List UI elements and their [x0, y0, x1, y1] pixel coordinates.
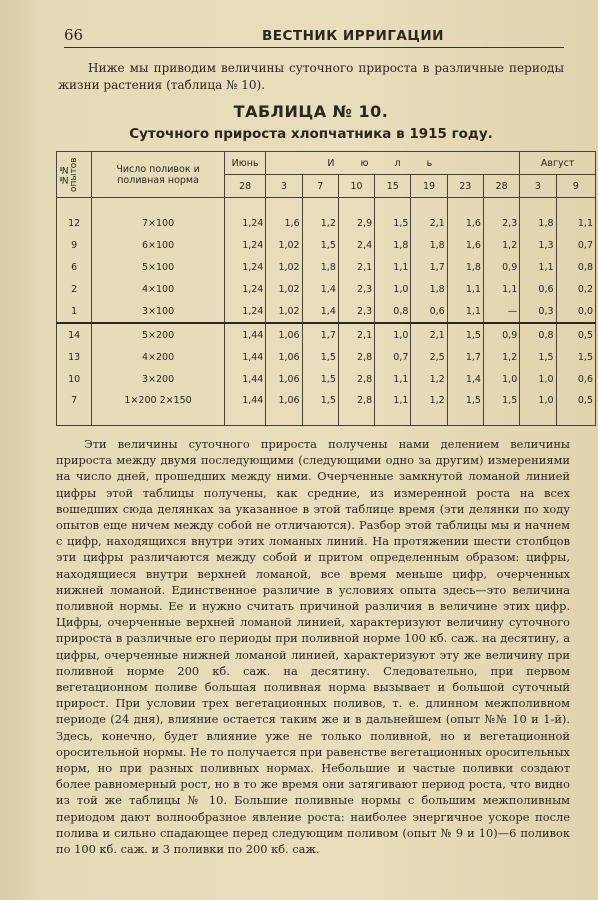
- row-value: 0,2: [556, 278, 595, 300]
- row-value: 1,5: [375, 212, 411, 234]
- row-value: 1,02: [266, 256, 302, 278]
- row-value: 1,7: [411, 256, 447, 278]
- table-body: [57, 198, 596, 426]
- row-value: 1,1: [483, 278, 519, 300]
- row-value: 2,8: [338, 390, 374, 426]
- row-value: 1,8: [520, 212, 556, 234]
- row-value: 1,4: [447, 368, 483, 390]
- row-value: 1,5: [520, 346, 556, 368]
- page-header: [64, 26, 564, 48]
- row-plan: 5×100: [92, 256, 225, 278]
- row-value: 1,24: [224, 256, 265, 278]
- header-date: 23: [447, 175, 483, 198]
- row-value: 1,2: [411, 390, 447, 426]
- table-subtitle: Суточного прироста хлопчатника в 1915 году.: [129, 126, 493, 142]
- row-value: 1,0: [483, 368, 519, 390]
- page-number: 66: [64, 26, 84, 44]
- row-plan: 5×200: [92, 323, 225, 346]
- intro-paragraph: Ниже мы приводим величины суточного прироста в различные периоды жизни растения (таблица № 10).: [58, 61, 564, 92]
- table-title: ТАБЛИЦА № 10.: [233, 102, 389, 121]
- header-date: 28: [224, 175, 265, 198]
- row-value: 0,6: [520, 278, 556, 300]
- table-header-months: [57, 152, 596, 175]
- row-value: 1,44: [224, 323, 265, 346]
- header-plan: Число поливок и поливная норма: [92, 152, 225, 198]
- table-row: [57, 278, 596, 300]
- row-value: 1,44: [224, 390, 265, 426]
- row-value: 1,8: [302, 256, 338, 278]
- row-value: 0,9: [483, 323, 519, 346]
- row-number: 7: [57, 390, 92, 426]
- row-value: 1,0: [520, 368, 556, 390]
- row-value: 0,8: [556, 256, 595, 278]
- row-value: 1,2: [302, 212, 338, 234]
- header-date: 28: [483, 175, 519, 198]
- header-date: 3: [520, 175, 556, 198]
- row-value: 2,9: [338, 212, 374, 234]
- row-value: 2,4: [338, 234, 374, 256]
- header-date: 7: [302, 175, 338, 198]
- row-value: 1,1: [556, 212, 595, 234]
- row-value: 1,44: [224, 346, 265, 368]
- header-month-july: Июль: [266, 152, 520, 175]
- row-value: 1,8: [375, 234, 411, 256]
- row-value: 0,6: [556, 368, 595, 390]
- row-value: 1,1: [447, 278, 483, 300]
- table-row: [57, 390, 596, 426]
- row-value: 1,5: [556, 346, 595, 368]
- row-plan: 6×100: [92, 234, 225, 256]
- row-value: 1,6: [447, 234, 483, 256]
- row-value: 2,3: [483, 212, 519, 234]
- row-value: 2,3: [338, 300, 374, 323]
- row-value: —: [483, 300, 519, 323]
- row-value: 2,1: [338, 256, 374, 278]
- row-value: 1,24: [224, 234, 265, 256]
- header-date: 19: [411, 175, 447, 198]
- header-number: №№ опытов: [57, 152, 92, 198]
- table-row: [57, 212, 596, 234]
- row-value: 1,7: [447, 346, 483, 368]
- table-row: [57, 256, 596, 278]
- row-value: 1,5: [447, 323, 483, 346]
- row-value: 1,06: [266, 390, 302, 426]
- table-row: [57, 368, 596, 390]
- journal-title: ВЕСТНИК ИРРИГАЦИИ: [261, 28, 444, 44]
- row-number: 13: [57, 346, 92, 368]
- row-value: 1,6: [266, 212, 302, 234]
- row-value: 1,24: [224, 300, 265, 323]
- row-plan: 3×100: [92, 300, 225, 323]
- header-date: 3: [266, 175, 302, 198]
- row-value: 1,3: [520, 234, 556, 256]
- row-number: 14: [57, 323, 92, 346]
- row-number: 1: [57, 300, 92, 323]
- table-row: [57, 234, 596, 256]
- row-value: 1,02: [266, 234, 302, 256]
- table-row: [57, 323, 596, 346]
- row-value: 1,06: [266, 323, 302, 346]
- row-value: 1,5: [302, 234, 338, 256]
- row-value: 1,24: [224, 278, 265, 300]
- row-value: 1,5: [302, 390, 338, 426]
- row-value: 0,3: [520, 300, 556, 323]
- row-value: 0,5: [556, 323, 595, 346]
- row-value: 0,0: [556, 300, 595, 323]
- header-date: 10: [338, 175, 374, 198]
- row-value: 1,1: [447, 300, 483, 323]
- row-value: 1,1: [520, 256, 556, 278]
- header-date: 9: [556, 175, 595, 198]
- row-value: 2,1: [411, 323, 447, 346]
- row-value: 1,5: [483, 390, 519, 426]
- row-value: 2,5: [411, 346, 447, 368]
- row-value: 0,9: [483, 256, 519, 278]
- table-row: [57, 346, 596, 368]
- row-value: 1,0: [375, 278, 411, 300]
- row-value: 1,1: [375, 256, 411, 278]
- row-plan: 7×100: [92, 212, 225, 234]
- row-value: 0,7: [375, 346, 411, 368]
- row-plan: 1×200 2×150: [92, 390, 225, 426]
- row-plan: 3×200: [92, 368, 225, 390]
- row-value: 1,5: [447, 390, 483, 426]
- row-plan: 4×200: [92, 346, 225, 368]
- row-value: 1,0: [375, 323, 411, 346]
- row-value: 2,3: [338, 278, 374, 300]
- row-value: 1,24: [224, 212, 265, 234]
- row-value: 1,0: [520, 390, 556, 426]
- row-value: 1,44: [224, 368, 265, 390]
- row-value: 1,6: [447, 212, 483, 234]
- row-value: 2,8: [338, 368, 374, 390]
- row-value: 1,5: [302, 346, 338, 368]
- row-value: 1,8: [447, 256, 483, 278]
- header-date: 15: [375, 175, 411, 198]
- row-value: 0,8: [375, 300, 411, 323]
- row-number: 9: [57, 234, 92, 256]
- growth-table: [56, 151, 596, 426]
- row-value: 1,7: [302, 323, 338, 346]
- row-value: 1,2: [411, 368, 447, 390]
- row-value: 0,6: [411, 300, 447, 323]
- row-value: 0,7: [556, 234, 595, 256]
- header-month-august: Август: [520, 152, 596, 175]
- row-number: 6: [57, 256, 92, 278]
- row-value: 0,8: [520, 323, 556, 346]
- row-value: 1,06: [266, 346, 302, 368]
- row-value: 1,4: [302, 278, 338, 300]
- row-value: 2,1: [338, 323, 374, 346]
- row-plan: 4×100: [92, 278, 225, 300]
- row-value: 1,2: [483, 346, 519, 368]
- row-value: 2,1: [411, 212, 447, 234]
- row-number: 2: [57, 278, 92, 300]
- row-value: 1,02: [266, 300, 302, 323]
- row-value: 1,1: [375, 368, 411, 390]
- row-value: 1,5: [302, 368, 338, 390]
- row-value: 2,8: [338, 346, 374, 368]
- table-row: [57, 300, 596, 323]
- row-number: 12: [57, 212, 92, 234]
- row-value: 1,2: [483, 234, 519, 256]
- row-number: 10: [57, 368, 92, 390]
- row-value: 1,4: [302, 300, 338, 323]
- row-value: 1,02: [266, 278, 302, 300]
- row-value: 1,06: [266, 368, 302, 390]
- row-value: 0,5: [556, 390, 595, 426]
- row-value: 1,8: [411, 234, 447, 256]
- row-value: 1,8: [411, 278, 447, 300]
- header-month-june: Июнь: [224, 152, 265, 175]
- row-value: 1,1: [375, 390, 411, 426]
- body-paragraph: Эти величины суточного прироста получены нами делением величины прироста между двумя последующими (следующими одно за другим) измерениями на число дней, прошедших между ними. Очерченные замкнутой ломаной линией цифры этой таблицы получены, как средние, из измеренной роста на всех вошедших сюда делянках за указанное в этой таблице время (эти делянки по ходу опытов еще ничем между собой не отличаются). Разбор этой таблицы мы и начнем с цифр, находящихся внутри этих ломаных линий. На протяжении шести столбцов эти цифры различаются между собой и притом определенным образом: цифры, находящиеся внутри верхней ломаной, все время меньше цифр, очерченных нижней ломаной. Единственное различие в условиях опыта здесь—это величина поливной нормы. Ее и нужно считать причиной различия в величине этих цифр. Цифры, очерченные верхней ломаной линией, характеризуют величину суточного прироста в различные его периоды при поливной норме 100 кб. саж. на десятину, а цифры, очерченные нижней ломаной линией, характеризуют эту же величину при поливной норме 200 кб. саж. на десятину. Следовательно, при первом вегетационном поливе большая поливная норма вызывает и большой суточный прирост. При условии трех вегетационных поливов, т. е. длинном межполивном периоде (24 дня), влияние остается таким же и в дальнейшем (опыт №№ 10 и 1-й). Здесь, конечно, будет влияние уже не только поливной, но и вегетационной оросительной нормы. Не то получается при равенстве вегетационных оросительных норм, но при разных поливных нормах. Небольшие и частые поливки создают более равномерный рост, но в то же время они затягивают период роста, что видно из той же таблицы № 10. Большие поливные нормы с большим межполивным периодом дают волнообразное явление роста: наиболее энергичное ускоре после полива и сильно спадающее перед следующим поливом (опыт № 9 и 10)—6 поливок по 100 кб. саж. и 3 поливки по 200 кб. саж.: [56, 437, 570, 857]
